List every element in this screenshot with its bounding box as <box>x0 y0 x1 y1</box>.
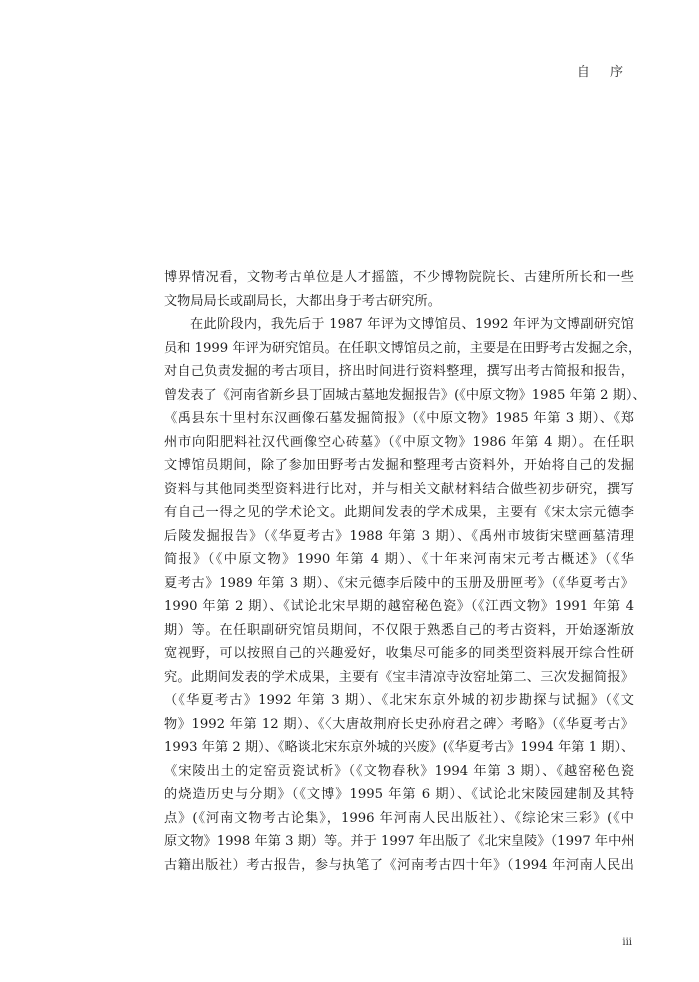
paragraph-first-line: 在此阶段内，我先后于 1987 年评为文博馆员、1992 年评为文博副研究馆 <box>190 317 634 332</box>
page-number: iii <box>622 937 632 948</box>
text-line: 物》1992 年第 12 期）、《〈大唐故荆府长史孙府君之碑〉考略》（《华夏考古》 <box>164 716 634 732</box>
text-line: 《禹县东十里村东汉画像石墓发掘简报》（《中原文物》1985 年第 3 期）、《郑 <box>164 411 634 426</box>
text-line: 资料与其他同类型资料进行比对，并与相关文献材料结合做些初步研究，撰写 <box>164 481 634 497</box>
text-line: 的烧造历史与分期》（《文博》1995 年第 6 期）、《试论北宋陵园建制及其特 <box>164 787 634 802</box>
text-line: 曾发表了《河南省新乡县丁固城古墓地发掘报告》(《中原文物》1985 年第 2 期）、 <box>164 387 646 403</box>
text-line: 1993 年第 2 期）、《略谈北宋东京外城的兴废》(《华夏考古》1994 年第 1 期）、 <box>164 740 635 755</box>
text-line: 1990 年第 2 期）、《试论北宋早期的越窑秘色瓷》（《江西文物》1991 年第 4 <box>164 599 634 614</box>
text-line: 有自己一得之见的学术论文。此期间发表的学术成果，主要有《宋太宗元德李 <box>164 505 634 520</box>
text-line: 原文物》1998 年第 3 期）等。并于 1997 年出版了《北宋皇陵》（1997 年中州 <box>164 834 635 849</box>
text-line: 究。此期间发表的学术成果，主要有《宝丰清凉寺汝窑址第二、三次发掘简报》 <box>164 669 634 685</box>
text-line: 后陵发掘报告》（《华夏考古》1988 年第 3 期）、《禹州市坡街宋壁画墓清理 <box>164 528 634 544</box>
running-header: 自 序 <box>576 65 631 80</box>
text-line: 宽视野，可以按照自己的兴趣爱好，收集尽可能多的同类型资料展开综合性研 <box>164 646 634 661</box>
text-line: 简报》（《中原文物》1990 年第 4 期）、《十年来河南宋元考古概述》（《华 <box>164 552 634 567</box>
text-line: 博界情况看，文物考古单位是人才摇篮，不少博物院院长、古建所所长和一些 <box>164 270 634 285</box>
text-line: 文物局局长或副局长，大都出身于考古研究所。 <box>164 293 441 309</box>
text-line: 州市向阳肥料社汉代画像空心砖墓》（《中原文物》1986 年第 4 期）。在任职 <box>164 434 634 450</box>
body-text <box>164 266 646 877</box>
text-line: 员和 1999 年评为研究馆员。在任职文博馆员之前，主要是在田野考古发掘之余， <box>164 340 642 356</box>
text-line: 文博馆员期间，除了参加田野考古发掘和整理考古资料外，开始将自己的发掘 <box>164 458 634 473</box>
text-line: （《华夏考古》1992 年第 3 期）、《北宋东京外城的初步勘探与试掘》（《文 <box>164 693 634 708</box>
text-line: 点》(《河南文物考古论集》，1996 年河南人民出版社）、《综论宋三彩》(《中 <box>164 810 634 826</box>
text-line: 对自己负责发掘的考古项目，挤出时间进行资料整理，撰写出考古简报和报告， <box>164 364 634 379</box>
text-line: 期）等。在任职副研究馆员期间，不仅限于熟悉自己的考古资料，开始逐渐放 <box>164 622 634 638</box>
text-line: 《宋陵出土的定窑贡瓷试析》（《文物春秋》1994 年第 3 期）、《越窑秘色瓷 <box>164 763 634 779</box>
text-line: 古籍出版社）考古报告，参与执笔了《河南考古四十年》（1994 年河南人民出 <box>164 857 634 873</box>
text-line: 夏考古》1989 年第 3 期）、《宋元德李后陵中的玉册及册匣考》（《华夏考古》 <box>164 575 634 591</box>
